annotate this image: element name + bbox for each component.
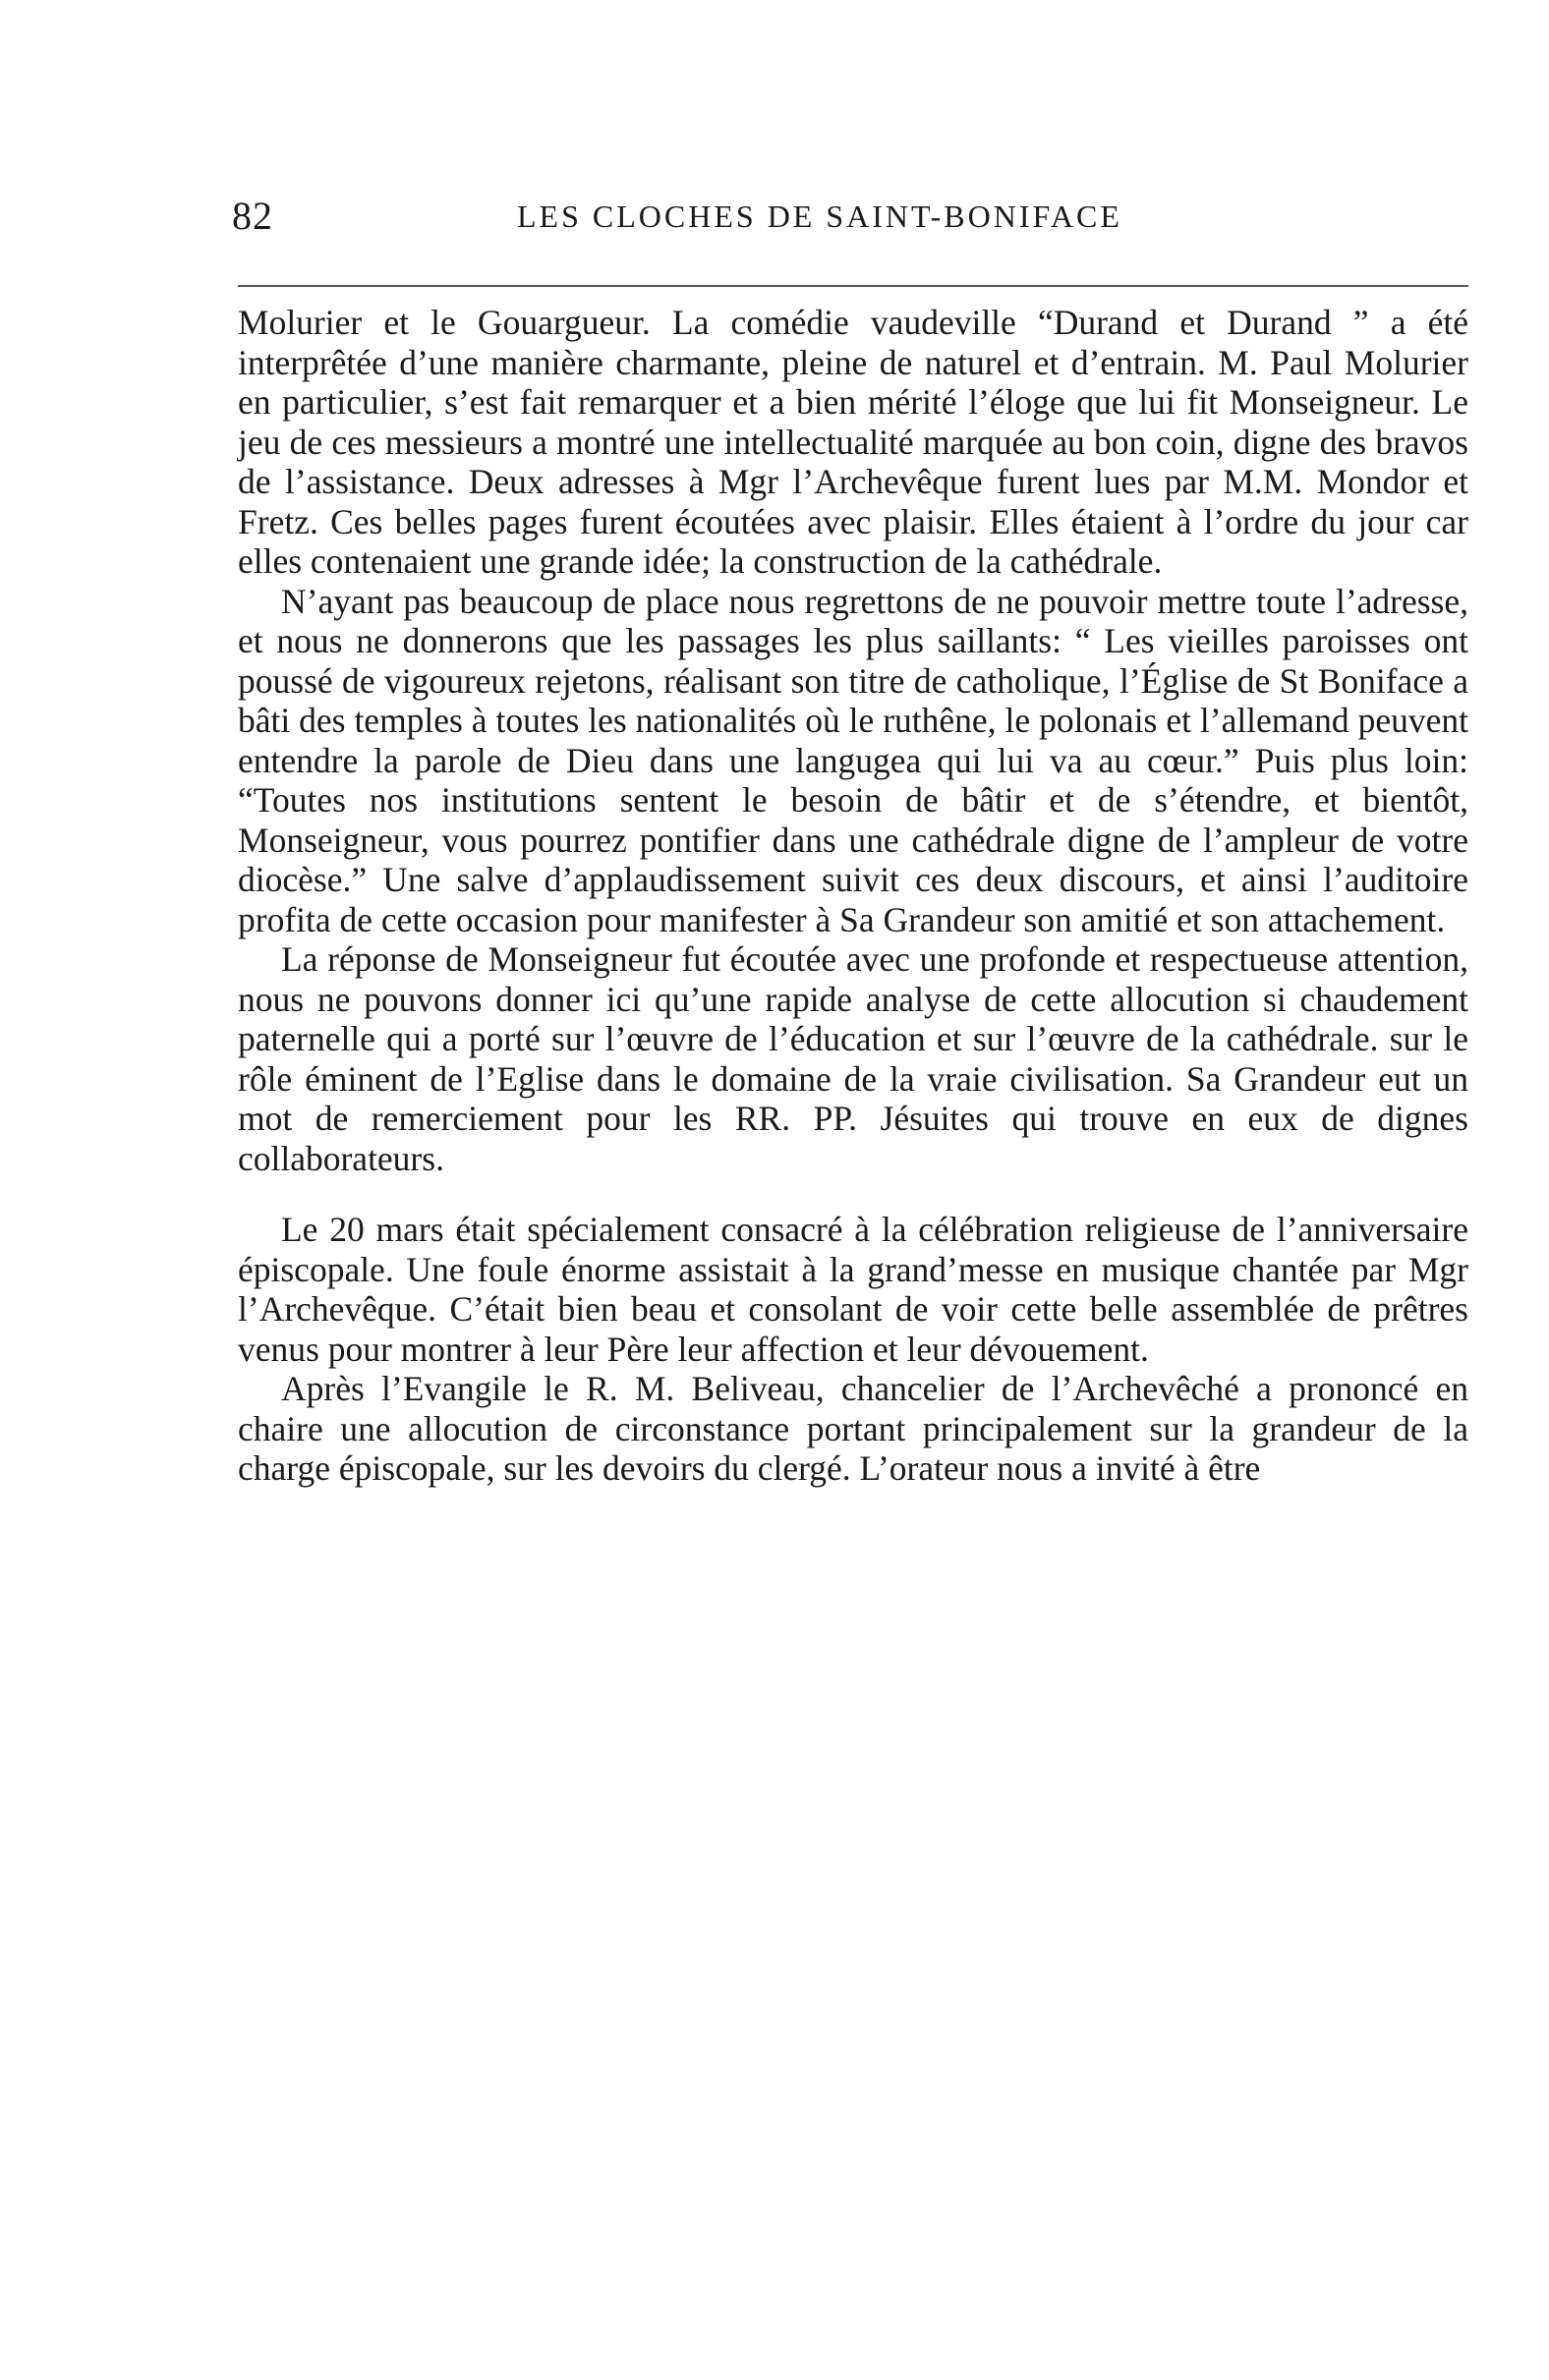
header-rule [238,285,1468,287]
paragraph-3: La réponse de Monseigneur fut écoutée avec une profonde et respectueuse attention, nous ne pouvons donner ici qu’une rapide analyse de cette allocution si chaudement paternelle qui a porté sur l’œuvre de l’éducation et sur l’œuvre de la cathédrale. sur le rôle éminent de l’Eglise dans le domaine de la vraie civilisation. Sa Grandeur eut un mot de remerciement pour les RR. PP. Jésuites qui trouve en eux de dignes collaborateurs. [238,939,1468,1178]
page-number: 82 [232,194,273,238]
paragraph-4: Le 20 mars était spécialement consacré à la célébration religieuse de l’anniversaire épiscopale. Une foule énorme assistait à la grand’messe en musique chantée par Mgr l’Archevêque. C’était bien beau et consolant de voir cette belle assemblée de prêtres venus pour montrer à leur Père leur affection et leur dévouement. [238,1210,1468,1369]
paragraph-1: Molurier et le Gouargueur. La comédie vaudeville “Durand et Durand ” a été interprêtée d’une manière charmante, pleine de naturel et d’entrain. M. Paul Molurier en particulier, s’est fait remarquer et a bien mérité l’éloge que lui fit Monseigneur. Le jeu de ces messieurs a montré une intellectualité marquée au bon coin, digne des bravos de l’assistance. Deux adresses à Mgr l’Archevêque furent lues par M.M. Mondor et Fretz. Ces belles pages furent écoutées avec plaisir. Elles étaient à l’ordre du jour car elles contenaient une grande idée; la construction de la cathédrale. [238,303,1468,581]
paragraph-2: N’ayant pas beaucoup de place nous regrettons de ne pouvoir mettre toute l’adresse, et nous ne donnerons que les passages les plus saillants: “ Les vieilles paroisses ont poussé de vigoureux rejetons, réalisant son titre de catholique, l’Église de St Boniface a bâti des temples à toutes les nationalités où le ruthêne, le polonais et l’allemand peuvent entendre la parole de Dieu dans une langugea qui lui va au cœur.” Puis plus loin: “Toutes nos institutions sentent le besoin de bâtir et de s’étendre, et bientôt, Monseigneur, vous pourrez pontifier dans une cathédrale digne de l’ampleur de votre diocèse.” Une salve d’applaudissement suivit ces deux discours, et ainsi l’auditoire profita de cette occasion pour manifester à Sa Grandeur son amitié et son attachement. [238,581,1468,939]
running-head: LES CLOCHES DE SAINT-BONIFACE [517,198,1122,234]
page-header [232,193,1470,261]
body-text [238,303,1468,1489]
paragraph-5: Après l’Evangile le R. M. Beliveau, chancelier de l’Archevêché a prononcé en chaire une allocution de circonstance portant principalement sur la grandeur de la charge épiscopale, sur les devoirs du clergé. L’orateur nous a invité à être [238,1369,1468,1488]
